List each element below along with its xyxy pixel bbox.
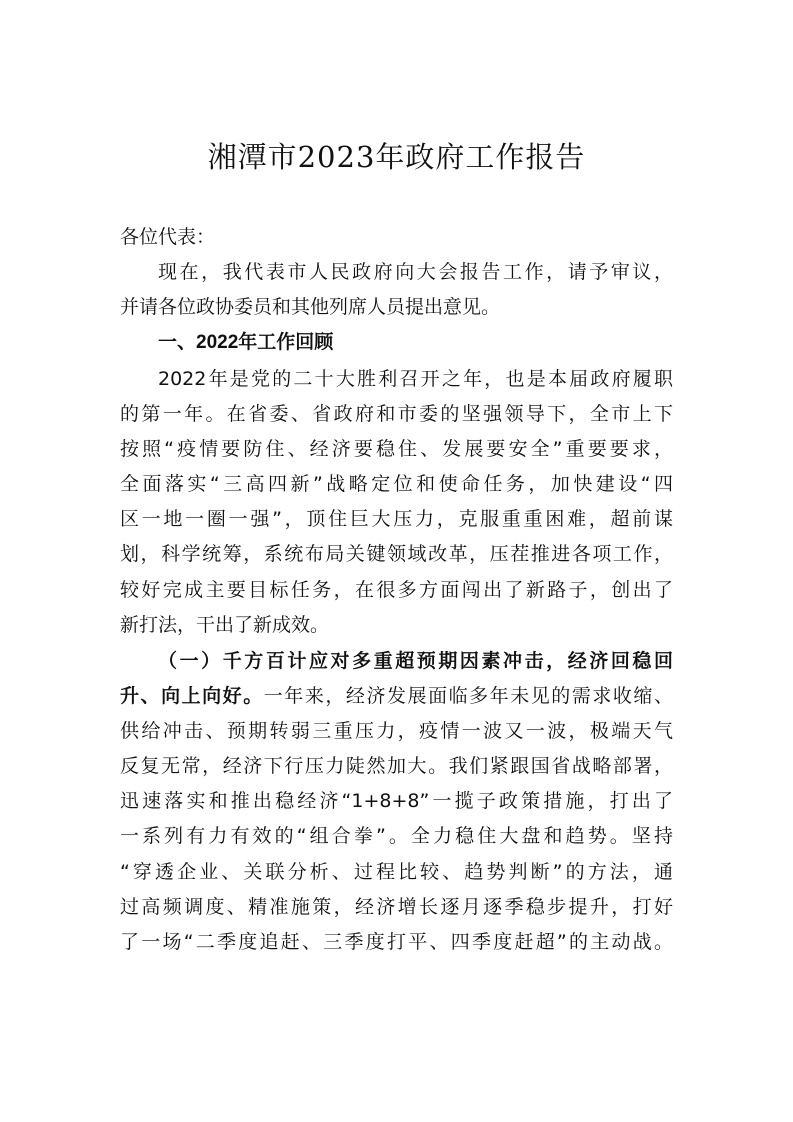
document-title: 湘潭市2023年政府工作报告 <box>207 140 586 174</box>
intro-line: 现在，我代表市人民政府向大会报告工作，请予审议， <box>158 261 673 283</box>
section-heading: 一、2022年工作回顾 <box>158 332 334 353</box>
paragraph-text: 一年来，经济发展面临多年未见的需求收缩、 <box>263 685 673 707</box>
subsection-heading-tail: 升、向上向好。 <box>120 685 264 707</box>
paragraph-line: 2022年是党的二十大胜利召开之年，也是本届政府履职 <box>158 368 673 390</box>
paragraph-line: 供给冲击、预期转弱三重压力，疫情一波又一波，极端天气 <box>120 720 673 742</box>
paragraph-line: 反复无常，经济下行压力陡然加大。我们紧跟国省战略部署， <box>120 755 673 777</box>
paragraph-line: 全面落实“三高四新”战略定位和使命任务，加快建设“四 <box>120 473 673 495</box>
intro-line: 并请各位政协委员和其他列席人员提出意见。 <box>120 296 501 318</box>
paragraph-line: 迅速落实和推出稳经济“1+8+8”一揽子政策措施，打出了 <box>120 790 673 812</box>
paragraph-line: 一系列有力有效的“组合拳”。全力稳住大盘和趋势。坚持 <box>120 825 673 847</box>
paragraph-line: 按照“疫情要防住、经济要稳住、发展要安全”重要要求， <box>120 438 673 460</box>
paragraph-line: “穿透企业、关联分析、过程比较、趋势判断”的方法，通 <box>120 861 673 883</box>
paragraph-line: 区一地一圈一强”，顶住巨大压力，克服重重困难，超前谋 <box>120 508 673 530</box>
paragraph-line <box>120 684 673 708</box>
paragraph-line: 较好完成主要目标任务，在很多方面闯出了新路子，创出了 <box>120 579 673 601</box>
paragraph-line: 划，科学统筹，系统布局关键领域改革，压茬推进各项工作， <box>120 543 673 565</box>
subsection-heading: （一）千方百计应对多重超预期因素冲击，经济回稳回 <box>158 650 673 672</box>
paragraph-line: 过高频调度、精准施策，经济增长逐月逐季稳步提升，打好 <box>120 896 673 918</box>
paragraph-line: 了一场“二季度追赶、三季度打平、四季度赶超”的主动战。 <box>120 931 673 953</box>
salutation: 各位代表： <box>120 226 216 248</box>
paragraph-line: 的第一年。在省委、省政府和市委的坚强领导下，全市上下 <box>120 403 673 425</box>
paragraph-line: 新打法，干出了新成效。 <box>120 614 330 636</box>
